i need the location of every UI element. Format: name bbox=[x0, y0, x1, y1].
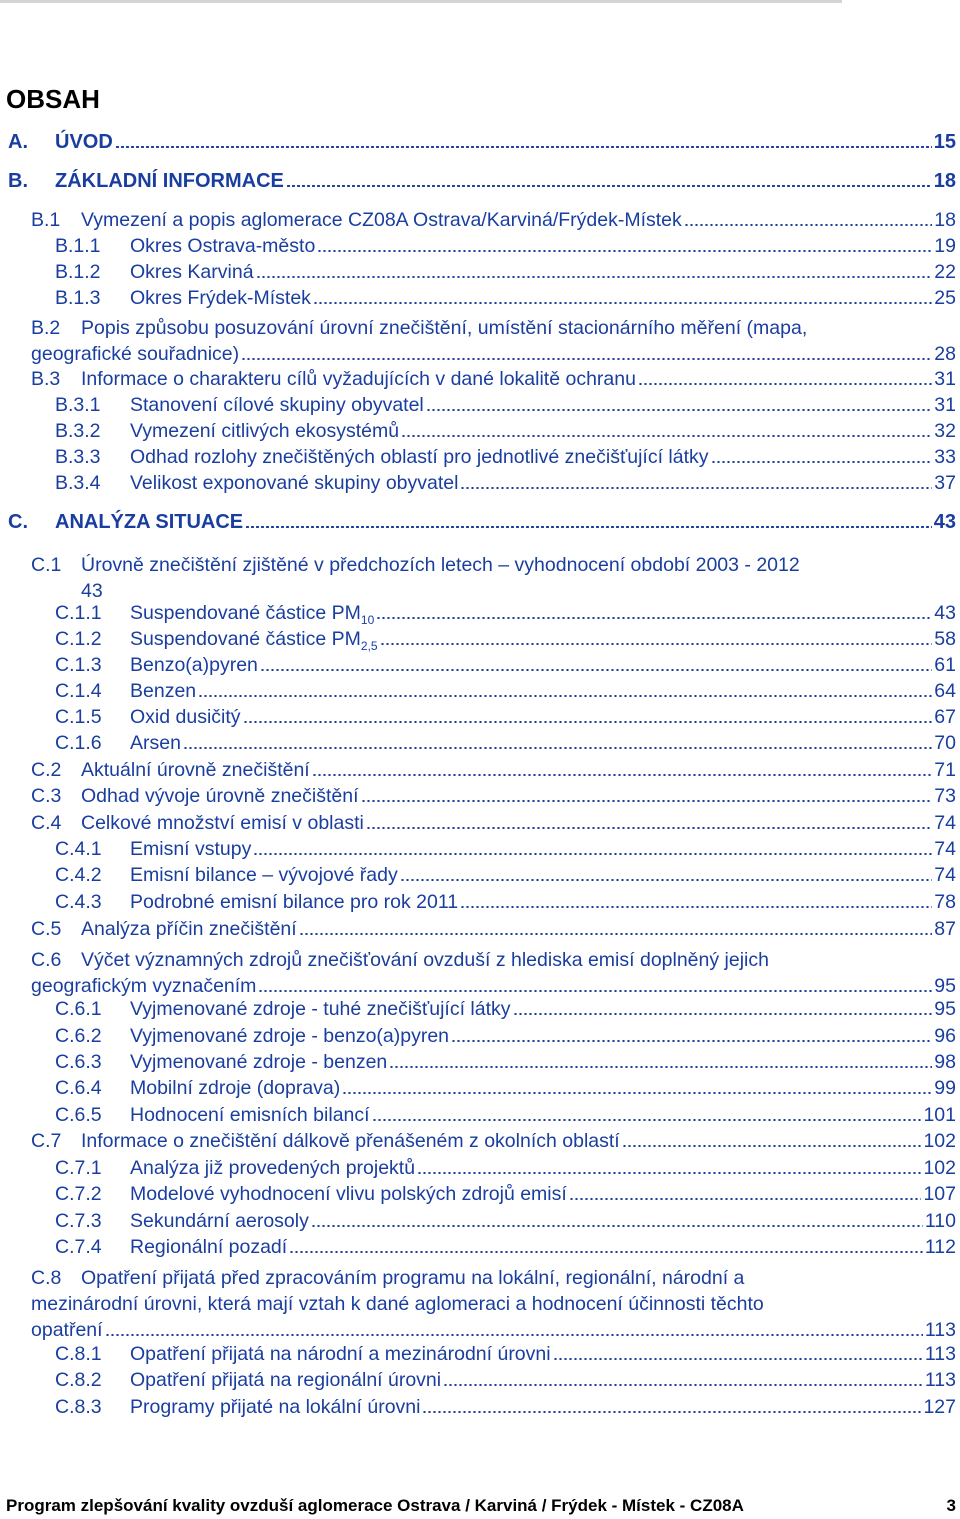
toc-title bbox=[130, 862, 398, 888]
toc-page: 43 bbox=[81, 580, 103, 602]
toc-number: C.4.1 bbox=[55, 838, 102, 860]
toc-title-text: Okres Karviná bbox=[130, 261, 254, 283]
toc-number: B.1.1 bbox=[55, 235, 101, 257]
toc-number: B.3.1 bbox=[55, 394, 101, 416]
toc-title bbox=[81, 366, 636, 392]
toc-title bbox=[130, 730, 181, 756]
toc-entry[interactable] bbox=[55, 730, 956, 756]
footer-page-number: 3 bbox=[946, 1496, 956, 1515]
dot-leader bbox=[376, 617, 932, 619]
toc-title-text: Hodnocení emisních bilancí bbox=[130, 1104, 370, 1126]
toc-title-text: Okres Ostrava-město bbox=[130, 235, 316, 257]
dot-leader bbox=[417, 1172, 921, 1174]
dot-leader bbox=[380, 643, 933, 645]
toc-page: 28 bbox=[934, 343, 956, 365]
dot-leader bbox=[105, 1334, 923, 1336]
toc-entry[interactable] bbox=[55, 1367, 956, 1393]
toc-page: 25 bbox=[934, 287, 956, 309]
toc-page: 19 bbox=[934, 235, 956, 257]
toc-page: 37 bbox=[934, 472, 956, 494]
toc-page: 113 bbox=[924, 1369, 956, 1391]
toc-entry[interactable] bbox=[55, 889, 956, 915]
toc-entry[interactable] bbox=[55, 259, 956, 285]
toc-title-text: Vyjmenované zdroje - benzen bbox=[130, 1051, 388, 1073]
toc-page: 95 bbox=[934, 975, 956, 997]
toc-entry[interactable] bbox=[55, 626, 956, 652]
toc-number: A. bbox=[8, 131, 28, 153]
toc-title bbox=[130, 1341, 551, 1367]
toc-page: 102 bbox=[923, 1157, 956, 1179]
toc-title-subscript: 2,5 bbox=[360, 638, 378, 653]
toc-title bbox=[81, 1128, 620, 1154]
toc-entry[interactable] bbox=[55, 1341, 956, 1367]
toc-number: C.1.3 bbox=[55, 654, 102, 676]
toc-title-line: Úrovně znečištění zjištěné v předchozích letech – vyhodnocení období 2003 - 2012 bbox=[81, 554, 800, 576]
toc-page: 18 bbox=[933, 170, 956, 192]
toc-title-text: Odhad vývoje úrovně znečištění bbox=[81, 785, 359, 807]
toc-page: 31 bbox=[934, 368, 956, 390]
toc-title bbox=[130, 470, 458, 496]
toc-page: 107 bbox=[923, 1183, 956, 1205]
toc-entry[interactable] bbox=[55, 1102, 956, 1128]
toc-entry[interactable] bbox=[55, 836, 956, 862]
toc-title-line: opatření bbox=[31, 1319, 103, 1341]
toc-title bbox=[130, 1367, 441, 1393]
toc-entry[interactable] bbox=[31, 1128, 956, 1154]
toc-page: 43 bbox=[934, 602, 956, 624]
toc-title bbox=[130, 678, 196, 704]
toc-title-text: Opatření přijatá na národní a mezinárodní úrovni bbox=[130, 1343, 551, 1365]
toc-title bbox=[130, 1394, 420, 1420]
toc-title-text: Sekundární aerosoly bbox=[130, 1210, 309, 1232]
toc-entry[interactable] bbox=[55, 996, 956, 1022]
toc-entry-c8[interactable] bbox=[31, 1265, 956, 1343]
toc-entry[interactable] bbox=[31, 810, 956, 836]
toc-entry[interactable] bbox=[55, 392, 956, 418]
toc-title-line: Výčet významných zdrojů znečišťování ovzduší z hlediska emisí doplněný jejich bbox=[81, 949, 769, 971]
toc-entry[interactable] bbox=[8, 168, 956, 194]
toc-entry[interactable] bbox=[55, 285, 956, 311]
toc-title bbox=[81, 757, 310, 783]
toc-number: B.3.4 bbox=[55, 472, 101, 494]
toc-title bbox=[130, 285, 311, 311]
toc-entry[interactable] bbox=[31, 366, 956, 392]
toc-title bbox=[130, 704, 241, 730]
toc-title-text: Aktuální úrovně znečištění bbox=[81, 759, 310, 781]
toc-title-text: Celkové množství emisí v oblasti bbox=[81, 812, 364, 834]
dot-leader bbox=[451, 1040, 932, 1042]
toc-number: C.6.1 bbox=[55, 998, 102, 1020]
toc-entry[interactable] bbox=[55, 1181, 956, 1207]
toc-title-text: Emisní vstupy bbox=[130, 838, 252, 860]
dot-leader bbox=[253, 853, 932, 855]
toc-number: B.1 bbox=[31, 209, 61, 231]
toc-entry[interactable] bbox=[8, 509, 956, 535]
toc-number: C.7 bbox=[31, 1130, 62, 1152]
toc-number: C.8.1 bbox=[55, 1343, 102, 1365]
toc-title-text: Benzen bbox=[130, 680, 197, 702]
toc-page: 101 bbox=[923, 1104, 956, 1126]
dot-leader bbox=[198, 695, 932, 697]
dot-leader bbox=[243, 721, 933, 723]
toc-page: 70 bbox=[934, 732, 956, 754]
dot-leader bbox=[299, 933, 933, 935]
toc-number: C.8.3 bbox=[55, 1396, 102, 1418]
toc-entry-c6[interactable] bbox=[31, 947, 956, 999]
toc-title-text: Analýza již provedených projektů bbox=[130, 1157, 416, 1179]
toc-number: C.4.3 bbox=[55, 891, 102, 913]
toc-entry[interactable] bbox=[55, 1234, 956, 1260]
dot-leader bbox=[115, 146, 932, 148]
toc-page: 67 bbox=[934, 706, 956, 728]
toc-title bbox=[130, 1049, 387, 1075]
toc-title-text: Velikost exponované skupiny obyvatel bbox=[130, 472, 459, 494]
toc-entry[interactable] bbox=[55, 1075, 956, 1101]
toc-title-text: Programy přijaté na lokální úrovni bbox=[130, 1396, 421, 1418]
toc-title-subscript: 10 bbox=[360, 612, 375, 627]
toc-title bbox=[130, 418, 399, 444]
toc-number: C.6.2 bbox=[55, 1025, 102, 1047]
toc-title-text: Vyjmenované zdroje - tuhé znečišťující látky bbox=[130, 998, 511, 1020]
toc-title-line: mezinárodní úrovni, která mají vztah k dané aglomeraci a hodnocení účinnosti těchto bbox=[31, 1293, 764, 1315]
toc-page: 61 bbox=[934, 654, 956, 676]
dot-leader bbox=[638, 383, 932, 385]
toc-page: 15 bbox=[933, 131, 956, 153]
toc-page: 113 bbox=[924, 1343, 956, 1365]
toc-page: 78 bbox=[934, 891, 956, 913]
toc-entry[interactable] bbox=[55, 1394, 956, 1420]
toc-title-text: Benzo(a)pyren bbox=[130, 654, 258, 676]
toc-title bbox=[130, 1023, 449, 1049]
dot-leader bbox=[422, 1411, 921, 1413]
toc-title-text: Suspendované částice PM bbox=[130, 602, 361, 624]
toc-title-line: Popis způsobu posuzování úrovní znečištění, umístění stacionárního měření (mapa, bbox=[81, 317, 808, 339]
dot-leader bbox=[553, 1358, 923, 1360]
toc-page: 74 bbox=[934, 838, 956, 860]
toc-page: 74 bbox=[934, 812, 956, 834]
toc-title-line: Opatření přijatá před zpracováním programu na lokální, regionální, národní a bbox=[81, 1267, 745, 1289]
toc-number: C.1 bbox=[31, 554, 62, 576]
toc-title-text: Vymezení citlivých ekosystémů bbox=[130, 420, 400, 442]
toc-page: 64 bbox=[934, 680, 956, 702]
toc-entry[interactable] bbox=[55, 1155, 956, 1181]
toc-title-text: Emisní bilance – vývojové řady bbox=[130, 864, 398, 886]
toc-entry[interactable] bbox=[55, 233, 956, 259]
dot-leader bbox=[361, 800, 933, 802]
toc-title bbox=[55, 129, 113, 155]
footer-title: Program zlepšování kvality ovzduší aglomerace Ostrava / Karviná / Frýdek - Místek - CZ08A bbox=[6, 1496, 744, 1515]
toc-title-text: Stanovení cílové skupiny obyvatel bbox=[130, 394, 424, 416]
toc-title bbox=[130, 889, 458, 915]
dot-leader bbox=[289, 1251, 923, 1253]
dot-leader bbox=[311, 1225, 923, 1227]
dot-leader bbox=[711, 461, 933, 463]
toc-entry[interactable] bbox=[55, 1049, 956, 1075]
toc-title-text: Oxid dusičitý bbox=[130, 706, 241, 728]
toc-title-text: Modelové vyhodnocení vlivu polských zdrojů emisí bbox=[130, 1183, 567, 1205]
toc-number: B.3.2 bbox=[55, 420, 101, 442]
toc-title bbox=[130, 392, 424, 418]
toc-number: C.1.6 bbox=[55, 732, 102, 754]
toc-number: C.4 bbox=[31, 812, 62, 834]
toc-title-text: Informace o charakteru cílů vyžadujících v dané lokalitě ochranu bbox=[81, 368, 636, 390]
dot-leader bbox=[313, 302, 932, 304]
toc-number: C.6 bbox=[31, 949, 62, 971]
toc-page: 18 bbox=[934, 209, 956, 231]
toc-title bbox=[130, 1234, 287, 1260]
toc-number: B.3 bbox=[31, 368, 61, 390]
toc-number: B. bbox=[8, 170, 28, 192]
toc-title bbox=[130, 1181, 567, 1207]
toc-number: C.6.3 bbox=[55, 1051, 102, 1073]
toc-title-text: Regionální pozadí bbox=[130, 1236, 288, 1258]
toc-number: C.7.4 bbox=[55, 1236, 102, 1258]
toc-entry[interactable] bbox=[55, 444, 956, 470]
toc-entry[interactable] bbox=[31, 207, 956, 233]
toc-page: 87 bbox=[934, 918, 956, 940]
toc-page: 127 bbox=[923, 1396, 956, 1418]
toc-title bbox=[55, 509, 243, 535]
toc-title-text: Informace o znečištění dálkově přenášeném z okolních oblastí bbox=[81, 1130, 620, 1152]
toc-title-text: Mobilní zdroje (doprava) bbox=[130, 1077, 341, 1099]
toc-entry[interactable] bbox=[8, 129, 956, 155]
toc-entry[interactable] bbox=[55, 418, 956, 444]
toc-entry[interactable] bbox=[55, 1208, 956, 1234]
dot-leader bbox=[366, 827, 932, 829]
toc-title bbox=[130, 1155, 415, 1181]
toc-number: B.3.3 bbox=[55, 446, 101, 468]
toc-number: C.1.4 bbox=[55, 680, 102, 702]
toc-page: 95 bbox=[934, 998, 956, 1020]
toc-page: 73 bbox=[934, 785, 956, 807]
toc-title bbox=[81, 916, 297, 942]
dot-leader bbox=[258, 990, 932, 992]
toc-entry[interactable] bbox=[55, 678, 956, 704]
toc-page: 33 bbox=[934, 446, 956, 468]
toc-page: 113 bbox=[924, 1319, 956, 1341]
toc-number: C.4.2 bbox=[55, 864, 102, 886]
dot-leader bbox=[317, 250, 932, 252]
toc-entry[interactable] bbox=[31, 757, 956, 783]
dot-leader bbox=[622, 1145, 922, 1147]
toc-number: C.5 bbox=[31, 918, 62, 940]
toc-page: 43 bbox=[933, 511, 956, 533]
toc-page: 98 bbox=[934, 1051, 956, 1073]
toc-title-text: ANALÝZA SITUACE bbox=[55, 511, 244, 533]
toc-entry-c1[interactable] bbox=[31, 552, 956, 604]
toc-entry-b2[interactable] bbox=[31, 315, 956, 367]
toc-title-text: Suspendované částice PM bbox=[130, 628, 361, 650]
dot-leader bbox=[401, 435, 932, 437]
toc-entry[interactable] bbox=[55, 1023, 956, 1049]
toc-page: 22 bbox=[934, 261, 956, 283]
toc-page: 58 bbox=[934, 628, 956, 650]
dot-leader bbox=[513, 1013, 933, 1015]
toc-title-text: ÚVOD bbox=[55, 131, 113, 153]
toc-number: C.7.2 bbox=[55, 1183, 102, 1205]
toc-number: C.1.5 bbox=[55, 706, 102, 728]
toc-number: B.2 bbox=[31, 317, 61, 339]
dot-leader bbox=[569, 1198, 922, 1200]
toc-title-line: geografickým vyznačením bbox=[31, 975, 257, 997]
toc-entry[interactable] bbox=[31, 783, 956, 809]
dot-leader bbox=[460, 906, 932, 908]
dot-leader bbox=[241, 358, 932, 360]
dot-leader bbox=[256, 276, 933, 278]
dot-leader bbox=[312, 774, 933, 776]
toc-page: 102 bbox=[923, 1130, 956, 1152]
toc-title-text: Odhad rozlohy znečištěných oblastí pro jednotlivé znečišťující látky bbox=[130, 446, 709, 468]
dot-leader bbox=[286, 185, 932, 187]
toc-page: 110 bbox=[924, 1210, 956, 1232]
dot-leader bbox=[426, 409, 933, 411]
toc-entry[interactable] bbox=[31, 916, 956, 942]
toc-entry[interactable] bbox=[55, 470, 956, 496]
toc-page: 31 bbox=[934, 394, 956, 416]
toc-number: C.6.4 bbox=[55, 1077, 102, 1099]
toc-title bbox=[130, 233, 315, 259]
toc-number: C.1.2 bbox=[55, 628, 102, 650]
toc-title bbox=[55, 168, 284, 194]
toc-title bbox=[130, 1075, 340, 1101]
toc-title-text: Arsen bbox=[130, 732, 181, 754]
page-title: OBSAH bbox=[6, 84, 100, 114]
toc-page: 71 bbox=[934, 759, 956, 781]
toc-title-text: Vymezení a popis aglomerace CZ08A Ostrava/Karviná/Frýdek-Místek bbox=[81, 209, 682, 231]
dot-leader bbox=[460, 487, 932, 489]
dot-leader bbox=[684, 224, 933, 226]
toc-page: 32 bbox=[934, 420, 956, 442]
toc-number: B.1.3 bbox=[55, 287, 101, 309]
toc-title bbox=[130, 1208, 309, 1234]
dot-leader bbox=[260, 669, 932, 671]
toc-title bbox=[130, 259, 254, 285]
toc-number: C.7.1 bbox=[55, 1157, 102, 1179]
dot-leader bbox=[400, 879, 933, 881]
top-rule bbox=[0, 0, 842, 3]
toc-title-text: Podrobné emisní bilance pro rok 2011 bbox=[130, 891, 459, 913]
toc-page: 74 bbox=[934, 864, 956, 886]
toc-number: C.1.1 bbox=[55, 602, 102, 624]
page-footer bbox=[6, 1496, 956, 1516]
toc-entry[interactable] bbox=[55, 862, 956, 888]
toc-entry[interactable] bbox=[55, 704, 956, 730]
toc-title bbox=[130, 626, 378, 652]
toc-entry[interactable] bbox=[55, 652, 956, 678]
toc-page: 112 bbox=[924, 1236, 956, 1258]
toc-title bbox=[81, 783, 359, 809]
toc-title bbox=[81, 810, 364, 836]
dot-leader bbox=[245, 526, 932, 528]
toc-title-text: ZÁKLADNÍ INFORMACE bbox=[55, 170, 284, 192]
toc-title bbox=[130, 996, 511, 1022]
dot-leader bbox=[342, 1092, 932, 1094]
toc-title-line: geografické souřadnice) bbox=[31, 343, 240, 365]
toc-number: C.2 bbox=[31, 759, 62, 781]
dot-leader bbox=[183, 747, 932, 749]
toc-title bbox=[130, 444, 709, 470]
toc-page: 96 bbox=[934, 1025, 956, 1047]
toc-title-text: Opatření přijatá na regionální úrovni bbox=[130, 1369, 442, 1391]
toc-page: 99 bbox=[934, 1077, 956, 1099]
toc-title bbox=[130, 1102, 370, 1128]
dot-leader bbox=[389, 1066, 932, 1068]
toc-number: C. bbox=[8, 511, 28, 533]
toc-title bbox=[81, 207, 682, 233]
toc-number: C.3 bbox=[31, 785, 62, 807]
toc-number: B.1.2 bbox=[55, 261, 101, 283]
toc-title-text: Vyjmenované zdroje - benzo(a)pyren bbox=[130, 1025, 450, 1047]
toc-title-text: Analýza příčin znečištění bbox=[81, 918, 297, 940]
dot-leader bbox=[372, 1119, 922, 1121]
toc-number: C.8.2 bbox=[55, 1369, 102, 1391]
toc-number: C.8 bbox=[31, 1267, 62, 1289]
toc-number: C.7.3 bbox=[55, 1210, 102, 1232]
toc-number: C.6.5 bbox=[55, 1104, 102, 1126]
toc-title bbox=[130, 836, 251, 862]
toc-title bbox=[130, 652, 258, 678]
dot-leader bbox=[443, 1384, 923, 1386]
toc-title-text: Okres Frýdek-Místek bbox=[130, 287, 311, 309]
